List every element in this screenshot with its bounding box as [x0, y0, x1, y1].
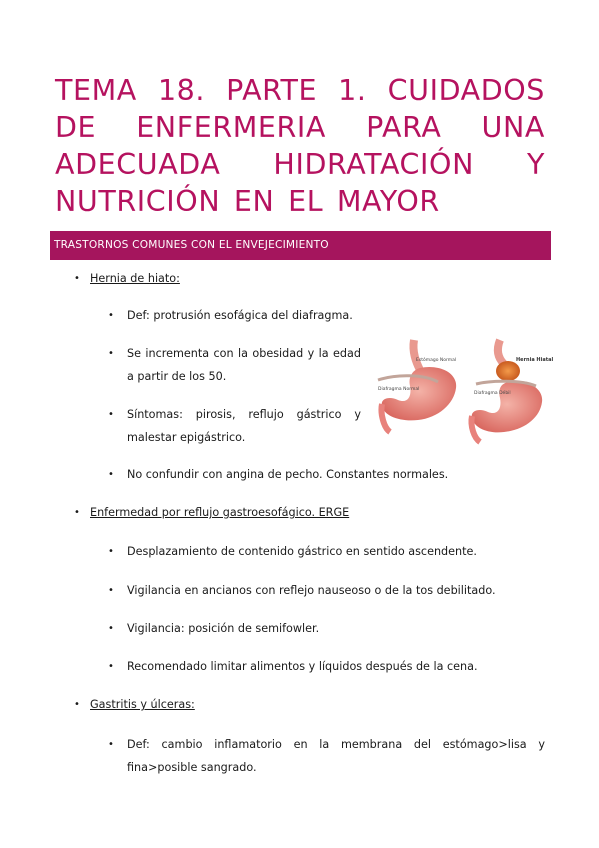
list-item-text: Vigilancia en ancianos con reflejo nauseoso o de la tos debilitado. — [127, 584, 496, 597]
bullet-icon: • — [108, 546, 114, 557]
list-item-text: Vigilancia: posición de semifowler. — [127, 622, 320, 635]
esophagus-shape — [413, 340, 420, 370]
list-item-text: Desplazamiento de contenido gástrico en sentido ascendente. — [127, 545, 477, 558]
topic-heading-text: Gastritis y úlceras: — [90, 698, 195, 711]
list-item-text: Se incrementa con la obesidad y la edad a partir de los 50. — [127, 347, 361, 383]
bullet-icon: • — [108, 661, 114, 672]
list-item-text: Def: cambio inflamatorio en la membrana del estómago>lisa y fina>posible sangrado. — [127, 738, 545, 774]
section-header: TRASTORNOS COMUNES CON EL ENVEJECIMIENTO — [50, 231, 551, 260]
list-item-text: Def: protrusión esofágica del diafragma. — [127, 309, 353, 322]
topic-heading-text: Enfermedad por reflujo gastroesofágico. ERGE — [90, 506, 350, 519]
list-item-text: No confundir con angina de pecho. Constantes normales. — [127, 468, 449, 481]
label-weak-diaphragm: Diafragma Débil — [474, 391, 511, 396]
herniated-stomach-shape — [472, 381, 542, 432]
bullet-icon: • — [108, 469, 114, 480]
bullet-icon: • — [108, 623, 114, 634]
bullet-icon: • — [74, 507, 80, 518]
stomach-diagram-icon — [376, 338, 554, 443]
label-normal-diaphragm: Diafragma Normal — [378, 387, 420, 392]
bullet-icon: • — [108, 739, 114, 750]
hiatal-hernia-illustration — [376, 338, 554, 443]
topic-heading-text: Hernia de hiato: — [90, 272, 180, 285]
list-item-text: Recomendado limitar alimentos y líquidos después de la cena. — [127, 660, 478, 673]
label-normal-stomach: Estómago Normal — [416, 358, 457, 363]
bullet-icon: • — [74, 699, 80, 710]
bullet-icon: • — [108, 585, 114, 596]
bullet-icon: • — [108, 409, 114, 420]
bullet-icon: • — [108, 310, 114, 321]
hernia-shape — [496, 361, 520, 381]
label-hiatal-hernia: Hernia Hiatal — [516, 357, 554, 363]
bullet-icon: • — [108, 348, 114, 359]
page-title: TEMA 18. PARTE 1. CUIDADOS DE ENFERMERIA PARA UNA ADECUADA HIDRATACIÓN Y NUTRICIÓN EN EL MAYOR — [55, 74, 545, 218]
bullet-icon: • — [74, 273, 80, 284]
list-item-text: Síntomas: pirosis, reflujo gástrico y malestar epigástrico. — [127, 408, 361, 444]
